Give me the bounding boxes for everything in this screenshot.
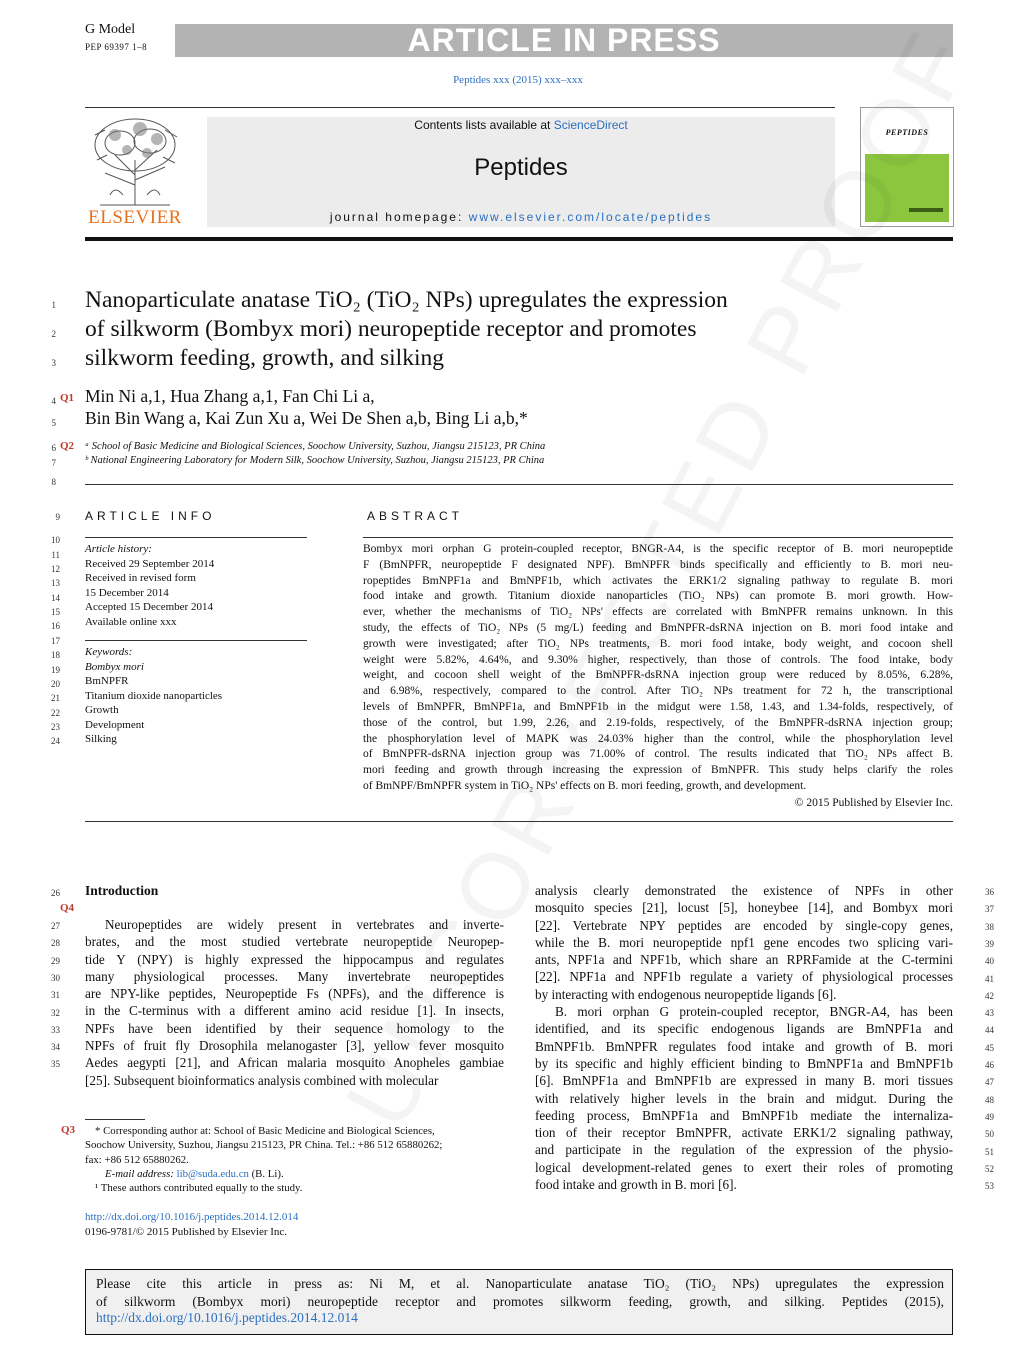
line-number: 53 (985, 1181, 994, 1192)
homepage-line (207, 210, 835, 224)
abstract-line: weight, and cocoon shell weight of the BmNPFR-dsRNA injection group were reduced by 8.05%, 6.28%, (363, 669, 953, 682)
corresponding-author-note: fax: +86 512 65880262. (85, 1153, 189, 1166)
affiliation-a: ᵃ School of Basic Medicine and Biological Sciences, Soochow University, Suzhou, Jiangsu 215123, PR China (85, 441, 546, 452)
intro-line: analysis clearly demonstrated the existence of NPFs in other (535, 883, 953, 898)
line-number: 4 (51, 396, 56, 406)
abstract-copyright: © 2015 Published by Elsevier Inc. (794, 797, 953, 809)
line-number: 35 (51, 1059, 60, 1070)
intro-line: BmNPF1b. BmNPFR regulates food intake and growth of B. mori (535, 1038, 953, 1054)
line-number: 19 (51, 664, 60, 675)
line-number: 17 (51, 635, 60, 646)
line-number: 34 (51, 1042, 60, 1053)
line-number: 33 (51, 1024, 60, 1035)
abstract-line: levels of BmNPFR, BmNPF1a, and BmNPF1b in the midgut were 1.58, 1.43, and 1.34-folds, respectively, of (363, 700, 953, 713)
line-number: 13 (51, 578, 60, 589)
line-number: 49 (985, 1111, 994, 1122)
abstract-line: study, the effects of TiO₂ NPs (5 mg/L) feeding and BmNPFR-dsRNA injection on B. mori food intake and (363, 621, 953, 634)
intro-line: Neuropeptides are widely present in vertebrates and inverte- (105, 917, 504, 932)
intro-line: tion of their receptor BmNPFR, activate ERK1/2 signaling pathway, (535, 1125, 953, 1141)
abstract-line: F (BmNPFR, neuropeptide F designated NPF). BmNPFR binds specifically and efficiently to B. mori neu- (363, 558, 953, 571)
title-rule (85, 484, 953, 485)
line-number: 46 (985, 1060, 994, 1070)
history-label: Article history: (85, 543, 152, 555)
line-number: 7 (51, 458, 56, 468)
line-number: 39 (985, 938, 994, 949)
keyword: Titanium dioxide nanoparticles (85, 689, 223, 702)
abstract-line: of BmNPF/BmNPFR system in TiO₂ NPs' effects on B. mori feeding, growth, and development. (363, 779, 807, 792)
line-number: 52 (985, 1163, 994, 1174)
line-number: 40 (985, 956, 994, 967)
line-number: 42 (985, 990, 994, 1001)
line-number: 15 (51, 607, 60, 618)
query-marker[interactable]: Q2 (60, 440, 75, 452)
line-number: 36 (985, 887, 994, 897)
line-number: 31 (51, 990, 60, 1001)
line-number: 37 (985, 904, 994, 915)
query-marker[interactable]: Q3 (61, 1124, 76, 1136)
line-number: 16 (51, 621, 60, 632)
line-number: 21 (51, 693, 60, 704)
keyword: Development (85, 718, 145, 731)
intro-line: many physiological processes. Many invertebrate neuropeptides (85, 968, 504, 984)
journal-name: Peptides (474, 154, 568, 181)
journal-reference[interactable]: Peptides xxx (2015) xxx–xxx (453, 74, 583, 86)
header-rule-top (85, 107, 835, 108)
line-number: 14 (51, 592, 60, 603)
line-number: 1 (51, 300, 56, 310)
line-number: 20 (51, 678, 60, 689)
query-marker[interactable]: Q1 (60, 392, 75, 404)
keyword: Growth (85, 704, 119, 716)
line-number: 30 (51, 972, 60, 983)
email-label: E-mail address: (105, 1167, 177, 1180)
email-link[interactable]: lib@suda.edu.cn (176, 1167, 249, 1180)
abstract-line: and 6.98%, respectively, compared to the control. After TiO₂ NPs treatment for 72 h, the transcriptional (363, 685, 953, 698)
intro-line: tide Y (NPY) is highly expressed the hippocampus and regulates (85, 951, 504, 967)
abstract-line: those of the control, but 1.99, 2.26, and 2.19-folds, respectively, of the BmNPFR-dsRNA injection group; (363, 716, 953, 729)
line-number: 28 (51, 938, 60, 949)
intro-line: B. mori orphan G protein-coupled receptor, BNGR-A4, has been (555, 1004, 953, 1020)
intro-line: in the C-terminus with a different amino acid residue [1]. In insects, (85, 1003, 504, 1019)
line-number: 41 (985, 973, 994, 984)
contents-prefix: Contents lists available at (414, 118, 554, 132)
history-item: 15 December 2014 (85, 586, 169, 599)
authors-line-2: Bin Bin Wang a, Kai Zun Xu a, Wei De Shen a,b, Bing Li a,b,* (85, 408, 528, 428)
article-code: PEP 69397 1–8 (85, 42, 148, 52)
intro-line: ants, NPF1a and NPF1b, which share an RPRFamide at the C-termini (535, 952, 953, 968)
line-number: 45 (985, 1042, 994, 1053)
line-number: 26 (51, 888, 60, 898)
intro-line: [6]. BmNPF1a and BmNPF1b are expressed in many B. mori tissues (535, 1073, 953, 1089)
abstract-line: ever, whether the mechanisms of TiO₂ NPs' effects are correlated with BmNPFR remains unknown. In this (363, 606, 953, 619)
article-in-press-banner: ARTICLE IN PRESS (175, 24, 953, 57)
line-number: 2 (51, 329, 56, 339)
keyword: BmNPFR (85, 675, 129, 687)
email-suffix: (B. Li). (248, 1167, 284, 1180)
keyword: Silking (85, 733, 117, 745)
line-number: 11 (51, 549, 60, 560)
article-title (85, 286, 825, 373)
abstract-line: mori feeding and growth through increasing the expression of BmNPFR. This study helps clarify the roles (363, 764, 953, 777)
article-info-heading: ARTICLE INFO (85, 509, 216, 523)
homepage-prefix: journal homepage: (329, 210, 469, 224)
abstract-line: Bombyx mori orphan G protein-coupled receptor, BNGR-A4, is the specific receptor of B. mori neuropeptide (363, 543, 953, 555)
cite-line-1: Please cite this article in press as: Ni M, et al. Nanoparticulate anatase TiO₂ (TiO₂ NPs) upregulates the expression (96, 1276, 944, 1291)
line-number: 23 (51, 721, 60, 732)
query-marker[interactable]: Q4 (60, 902, 75, 914)
keywords-rule (85, 640, 307, 641)
line-number: 10 (51, 535, 60, 546)
cite-text (96, 1275, 944, 1310)
line-number: 24 (51, 736, 60, 747)
line-number: 18 (51, 650, 60, 661)
issn-line: 0196-9781/© 2015 Published by Elsevier Inc. (85, 1226, 288, 1238)
abstract-line: growth were investigated; after TiO₂ NPs treatments, B. mori food intake, body weight, and cocoon shell (363, 637, 953, 650)
intro-line: brates, and the most studied vertebrate neuropeptide Neuropep- (85, 934, 504, 950)
elsevier-logo (85, 115, 185, 229)
line-number: 22 (51, 707, 60, 718)
cover-title: PEPTIDES (885, 128, 929, 137)
line-number: 9 (55, 512, 60, 522)
line-number: 47 (985, 1077, 994, 1088)
abstract-body (363, 542, 953, 795)
intro-line: by interacting with endogenous neuropeptide ligands [6]. (535, 986, 837, 1002)
history-item: Received 29 September 2014 (85, 557, 215, 570)
intro-line: [22]. NPF1a and NPF1b regulate a variety of physiological processes (535, 969, 953, 985)
history-item: Available online xxx (85, 615, 177, 628)
intro-line: Aedes aegypti [21], and African malaria mosquito Anopheles gambiae (85, 1055, 504, 1071)
corresponding-author-note: Soochow University, Suzhou, Jiangsu 215123, PR China. Tel.: +86 512 65880262; (85, 1139, 443, 1152)
abstract-line: ropeptides BmNPF1a and BmNPF1b, which activates the ERK1/2 signaling pathway to regulate B. mori (363, 574, 953, 587)
abstract-line: food intake and growth. Titanium dioxide nanoparticles (TiO₂ NPs) can promote B. mori growth. How- (363, 590, 953, 603)
sciencedirect-link[interactable]: ScienceDirect (553, 118, 628, 132)
intro-left-column (85, 916, 504, 1089)
email-line (85, 1167, 505, 1181)
history-item: Accepted 15 December 2014 (85, 601, 213, 613)
intro-line: feeding process, BmNPF1a and BmNPF1b mediate the internaliza- (535, 1107, 953, 1123)
affiliation-b: ᵇ National Engineering Laboratory for Modern Silk, Soochow University, Suzhou, Jiangsu 215123, PR China (85, 455, 545, 466)
abstract-heading: ABSTRACT (367, 509, 464, 523)
cite-line-2: of silkworm (Bombyx mori) neuropeptide receptor and promotes silkworm feeding, growth, and silking. Peptides (2015), (96, 1293, 944, 1309)
doi-link[interactable]: http://dx.doi.org/10.1016/j.peptides.2014.12.014 (85, 1211, 299, 1223)
abstract-end-rule (85, 821, 953, 822)
line-number: 32 (51, 1007, 60, 1018)
intro-line: mosquito species [21], locust [5], honeybee [14], and Bombyx mori (535, 900, 953, 916)
elsevier-wordmark: ELSEVIER (88, 207, 182, 228)
intro-line: and participate in the regulation of the expression of the physio- (535, 1142, 953, 1158)
title-line: of silkworm (Bombyx mori) neuropeptide receptor and promotes (85, 316, 697, 342)
line-number: 8 (51, 477, 56, 487)
intro-line: identified, and its specific endogenous ligands are BmNPF1a and (535, 1021, 953, 1037)
line-number: 5 (51, 418, 56, 428)
intro-line: [22]. Vertebrate NPY peptides are encoded by single-copy genes, (535, 917, 953, 933)
history-item: Received in revised form (85, 572, 196, 584)
intro-line: by its specific and highly efficient binding to BmNPF1a and BmNPF1b (535, 1055, 953, 1071)
intro-line: are NPY-like peptides, Neuropeptide Fs (NPFs), and the difference is (85, 986, 504, 1002)
line-number: 38 (985, 921, 994, 932)
intro-heading: Introduction (85, 883, 159, 898)
intro-line: food intake and growth in B. mori [6]. (535, 1177, 737, 1193)
line-number: 6 (51, 443, 56, 453)
abstract-line: of BmNPFR-dsRNA injection group was 71.00% of control. The results indicated that TiO₂ NPs affect B. (363, 748, 953, 761)
article-info-rule (85, 537, 307, 538)
equal-contribution-note: ¹ These authors contributed equally to the study. (95, 1182, 303, 1195)
article-history (85, 542, 307, 629)
line-number: 43 (985, 1008, 994, 1019)
corresponding-author-note: * Corresponding author at: School of Basic Medicine and Biological Sciences, (95, 1125, 435, 1137)
intro-line: with relatively higher levels in the brain and midgut. During the (535, 1090, 953, 1106)
intro-line: logical development-related genes to exert their roles of promoting (535, 1159, 953, 1175)
keyword: Bombyx mori (85, 660, 144, 673)
abstract-line: the phosphorylation level of MAPK was 24.03% higher than the control, while the phosphorylation level (363, 732, 953, 745)
title-line: silkworm feeding, growth, and silking (85, 345, 444, 371)
authors-line-1: Min Ni a,1, Hua Zhang a,1, Fan Chi Li a, (85, 386, 375, 406)
line-number: 29 (51, 955, 60, 966)
intro-line: while the B. mori neuropeptide npf1 gene encodes two splicing vari- (535, 934, 953, 950)
line-number: 44 (985, 1025, 994, 1036)
intro-line: [25]. Subsequent bioinformatics analysis combined with molecular (85, 1072, 439, 1088)
elsevier-tree-icon (85, 115, 185, 210)
footnotes (85, 1124, 505, 1195)
intro-right-column (535, 882, 953, 1193)
line-number: 12 (51, 564, 60, 575)
keywords (85, 645, 307, 747)
cite-doi-link[interactable]: http://dx.doi.org/10.1016/j.peptides.2014.12.014 (96, 1310, 358, 1325)
intro-line: NPFs of fruit fly Drosophila melanogaster [3], yellow fever mosquito (85, 1038, 504, 1054)
keywords-label: Keywords: (85, 646, 133, 658)
footnote-rule (85, 1119, 145, 1120)
abstract-rule (363, 537, 953, 538)
abstract-line: weight were 5.82%, 4.64%, and 9.30% higher, respectively, than those of controls. The food intake, body (363, 653, 953, 666)
g-model-label: G Model (85, 22, 136, 37)
homepage-link[interactable]: www.elsevier.com/locate/peptides (468, 210, 713, 224)
line-number: 51 (985, 1146, 994, 1157)
intro-line: NPFs have been identified by their sequence homology to the (85, 1020, 504, 1036)
line-number: 50 (985, 1129, 994, 1140)
line-number: 3 (51, 358, 56, 368)
line-number: 48 (985, 1094, 994, 1105)
contents-line (207, 118, 835, 132)
line-number: 27 (51, 921, 60, 931)
title-line: Nanoparticulate anatase TiO₂ (TiO₂ NPs) upregulates the expression (85, 287, 728, 313)
